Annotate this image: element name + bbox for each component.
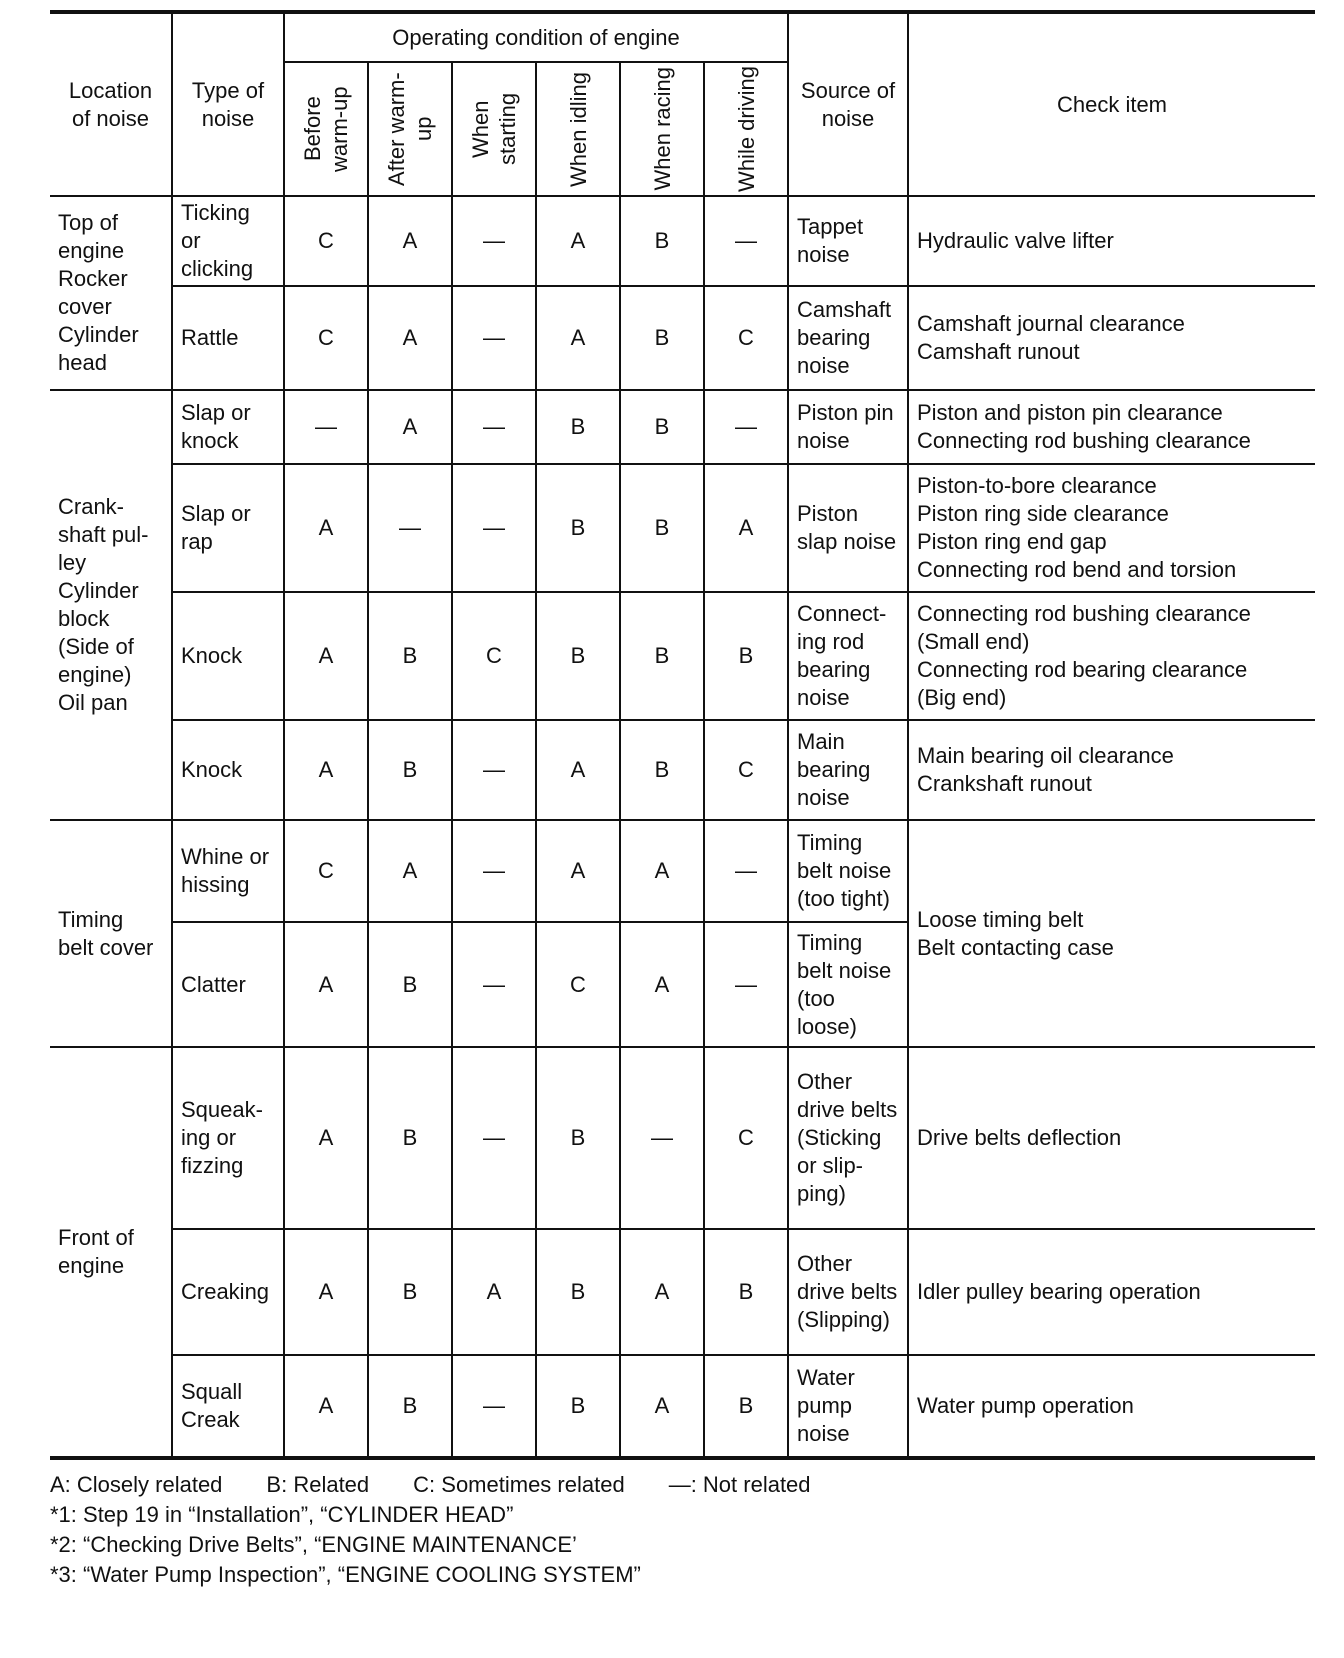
noise-type-cell: Slap or knock <box>172 390 284 464</box>
noise-type-cell: Slap or rap <box>172 464 284 592</box>
condition-value-cell: C <box>704 286 788 390</box>
condition-value-cell: A <box>536 720 620 820</box>
table-row <box>50 592 1315 720</box>
header-condition: While driving <box>704 62 788 196</box>
condition-value-cell: C <box>536 922 620 1047</box>
condition-value-cell: A <box>368 390 452 464</box>
condition-value-cell: C <box>284 196 368 286</box>
condition-value-cell: B <box>536 464 620 592</box>
condition-value-cell: B <box>368 592 452 720</box>
condition-value-cell: B <box>368 1047 452 1229</box>
noise-type-cell: Creaking <box>172 1229 284 1355</box>
footnote: *3: “Water Pump Inspection”, “ENGINE COOLING SYSTEM” <box>50 1562 641 1587</box>
table-row <box>50 1047 1315 1229</box>
condition-value-cell: — <box>368 464 452 592</box>
condition-value-cell: A <box>536 196 620 286</box>
noise-type-cell: Squeak-ing or fizzing <box>172 1047 284 1229</box>
check-item-cell: Camshaft journal clearance Camshaft runout <box>908 286 1315 390</box>
condition-value-cell: — <box>704 922 788 1047</box>
condition-value-cell: — <box>704 196 788 286</box>
table-row <box>50 286 1315 390</box>
condition-value-cell: C <box>704 1047 788 1229</box>
header-condition: When racing <box>620 62 704 196</box>
header-condition: When starting <box>452 62 536 196</box>
condition-value-cell: B <box>536 1229 620 1355</box>
table-row <box>50 1229 1315 1355</box>
noise-diagnosis-document <box>50 10 1315 1590</box>
noise-diagnosis-table <box>50 10 1315 1460</box>
noise-source-cell: Timing belt noise (too tight) <box>788 820 908 922</box>
noise-type-cell: Whine or hissing <box>172 820 284 922</box>
condition-value-cell: B <box>704 1229 788 1355</box>
noise-source-cell: Water pump noise <box>788 1355 908 1458</box>
noise-type-cell: Ticking or clicking <box>172 196 284 286</box>
condition-value-cell: B <box>368 720 452 820</box>
legend-keys <box>50 1470 1315 1500</box>
noise-type-cell: Squall Creak <box>172 1355 284 1458</box>
noise-source-cell: Main bearing noise <box>788 720 908 820</box>
noise-source-cell: Tappet noise <box>788 196 908 286</box>
condition-value-cell: B <box>620 464 704 592</box>
table-row <box>50 464 1315 592</box>
noise-source-cell: Piston pin noise <box>788 390 908 464</box>
condition-value-cell: B <box>704 592 788 720</box>
condition-value-cell: — <box>452 286 536 390</box>
check-item-cell: Connecting rod bushing clearance (Small end) Connecting rod bearing clearance (Big end) <box>908 592 1315 720</box>
noise-type-cell: Knock <box>172 592 284 720</box>
location-cell: Front of engine <box>50 1047 172 1458</box>
condition-value-cell: A <box>284 720 368 820</box>
condition-value-cell: — <box>452 1047 536 1229</box>
condition-value-cell: A <box>536 820 620 922</box>
check-item-cell: Piston and piston pin clearance Connecting rod bushing clearance <box>908 390 1315 464</box>
check-item-cell: Hydraulic valve lifter <box>908 196 1315 286</box>
condition-value-cell: A <box>284 922 368 1047</box>
condition-value-cell: — <box>452 196 536 286</box>
condition-value-cell: B <box>620 592 704 720</box>
condition-value-cell: C <box>284 286 368 390</box>
condition-value-cell: — <box>284 390 368 464</box>
condition-value-cell: — <box>704 820 788 922</box>
table-body <box>50 196 1315 1458</box>
condition-value-cell: A <box>536 286 620 390</box>
condition-value-cell: A <box>284 464 368 592</box>
noise-type-cell: Clatter <box>172 922 284 1047</box>
condition-value-cell: A <box>284 1229 368 1355</box>
condition-value-cell: A <box>368 286 452 390</box>
legend-key: A: Closely related <box>50 1472 223 1497</box>
header-source: Source of noise <box>788 12 908 196</box>
condition-value-cell: B <box>536 390 620 464</box>
check-item-cell: Piston-to-bore clearance Piston ring side clearance Piston ring end gap Connecting rod bend and torsion <box>908 464 1315 592</box>
condition-value-cell: B <box>368 1229 452 1355</box>
header-condition: Before warm-up <box>284 62 368 196</box>
condition-value-cell: C <box>704 720 788 820</box>
noise-type-cell: Rattle <box>172 286 284 390</box>
table-row <box>50 196 1315 286</box>
condition-value-cell: B <box>620 390 704 464</box>
check-item-cell: Main bearing oil clearance Crankshaft runout <box>908 720 1315 820</box>
header-check-item: Check item <box>908 12 1315 196</box>
footnote: *2: “Checking Drive Belts”, “ENGINE MAINTENANCE’ <box>50 1532 577 1557</box>
condition-value-cell: B <box>536 1355 620 1458</box>
location-cell: Timing belt cover <box>50 820 172 1047</box>
condition-value-cell: B <box>536 1047 620 1229</box>
condition-value-cell: A <box>704 464 788 592</box>
noise-source-cell: Other drive belts (Sticking or slip-ping) <box>788 1047 908 1229</box>
condition-value-cell: B <box>368 922 452 1047</box>
table-row <box>50 1355 1315 1458</box>
condition-value-cell: B <box>620 286 704 390</box>
header-condition: When idling <box>536 62 620 196</box>
header-operating-condition: Operating condition of engine <box>284 12 788 62</box>
condition-value-cell: B <box>620 720 704 820</box>
condition-value-cell: B <box>620 196 704 286</box>
table-row <box>50 720 1315 820</box>
condition-value-cell: — <box>620 1047 704 1229</box>
table-row <box>50 820 1315 922</box>
condition-value-cell: — <box>452 820 536 922</box>
location-cell: Top of engine Rocker cover Cylinder head <box>50 196 172 390</box>
condition-value-cell: A <box>620 922 704 1047</box>
condition-value-cell: — <box>452 922 536 1047</box>
noise-source-cell: Camshaft bearing noise <box>788 286 908 390</box>
condition-value-cell: C <box>284 820 368 922</box>
condition-value-cell: A <box>620 1355 704 1458</box>
noise-source-cell: Other drive belts (Slipping) <box>788 1229 908 1355</box>
condition-value-cell: A <box>284 1355 368 1458</box>
noise-source-cell: Timing belt noise (too loose) <box>788 922 908 1047</box>
legend <box>50 1470 1315 1590</box>
condition-value-cell: C <box>452 592 536 720</box>
condition-value-cell: A <box>452 1229 536 1355</box>
noise-source-cell: Piston slap noise <box>788 464 908 592</box>
legend-key: —: Not related <box>668 1472 811 1497</box>
check-item-cell: Water pump operation <box>908 1355 1315 1458</box>
check-item-cell: Drive belts deflection <box>908 1047 1315 1229</box>
condition-value-cell: B <box>536 592 620 720</box>
header-type: Type of noise <box>172 12 284 196</box>
condition-value-cell: — <box>704 390 788 464</box>
condition-value-cell: B <box>704 1355 788 1458</box>
condition-value-cell: A <box>284 1047 368 1229</box>
header-location: Location of noise <box>50 12 172 196</box>
condition-value-cell: A <box>620 820 704 922</box>
legend-key: B: Related <box>266 1472 370 1497</box>
condition-value-cell: — <box>452 1355 536 1458</box>
legend-key: C: Sometimes related <box>413 1472 625 1497</box>
noise-source-cell: Connect-ing rod bearing noise <box>788 592 908 720</box>
condition-value-cell: A <box>620 1229 704 1355</box>
header-condition: After warm-up <box>368 62 452 196</box>
condition-value-cell: — <box>452 390 536 464</box>
footnote: *1: Step 19 in “Installation”, “CYLINDER HEAD” <box>50 1502 514 1527</box>
table-row <box>50 390 1315 464</box>
location-cell: Crank-shaft pul-ley Cylinder block (Side of engine) Oil pan <box>50 390 172 820</box>
condition-value-cell: A <box>284 592 368 720</box>
condition-value-cell: A <box>368 196 452 286</box>
condition-value-cell: A <box>368 820 452 922</box>
noise-type-cell: Knock <box>172 720 284 820</box>
check-item-cell: Loose timing belt Belt contacting case <box>908 820 1315 1047</box>
condition-value-cell: B <box>368 1355 452 1458</box>
check-item-cell: Idler pulley bearing operation <box>908 1229 1315 1355</box>
condition-value-cell: — <box>452 464 536 592</box>
condition-value-cell: — <box>452 720 536 820</box>
